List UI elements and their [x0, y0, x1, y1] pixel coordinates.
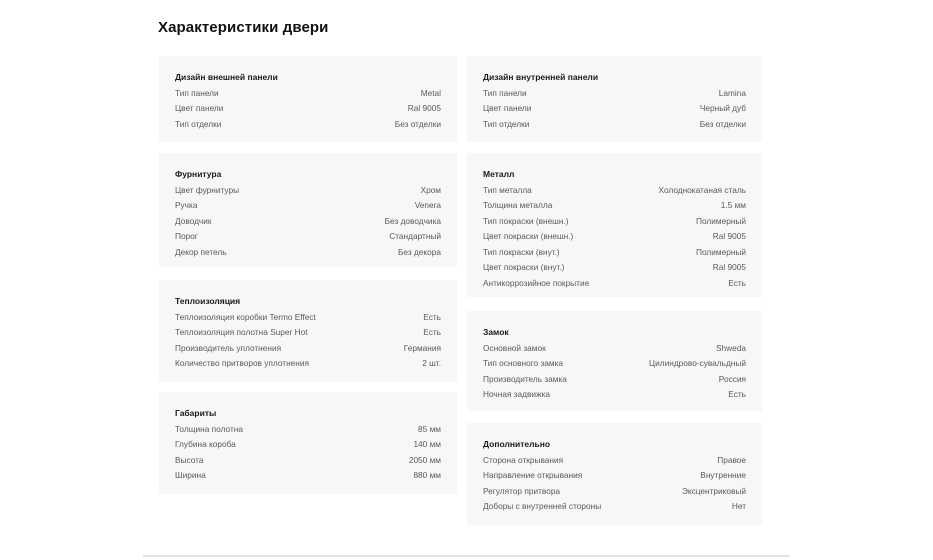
spec-label: Теплоизоляция коробки Termo Effect	[175, 311, 316, 322]
spec-value: Нет	[731, 501, 746, 512]
card-title: Теплоизоляция	[175, 296, 241, 306]
spec-row	[483, 198, 746, 214]
spec-label: Тип панели	[483, 87, 527, 98]
spec-card-dimensions	[159, 392, 457, 494]
spec-label: Цвет панели	[175, 103, 224, 114]
spec-label: Порог	[175, 231, 198, 242]
spec-value: Стандартный	[389, 231, 441, 242]
spec-label: Цвет покраски (внешн.)	[483, 231, 574, 242]
spec-card-metal	[467, 153, 762, 297]
bottom-divider	[143, 555, 790, 557]
spec-value: Есть	[728, 389, 746, 400]
spec-row	[175, 421, 441, 437]
spec-label: Направление открывания	[483, 470, 583, 481]
spec-row	[175, 85, 441, 101]
spec-label: Цвет покраски (внут.)	[483, 262, 565, 273]
spec-value: Полимерный	[696, 215, 746, 226]
spec-value: Ral 9005	[712, 262, 746, 273]
card-title: Габариты	[175, 408, 217, 418]
spec-value: 2 шт.	[422, 358, 441, 369]
spec-value: Правое	[717, 454, 746, 465]
spec-label: Декор петель	[175, 246, 227, 257]
spec-label: Теплоизоляция полотна Super Hot	[175, 327, 308, 338]
spec-value: Metal	[420, 87, 441, 98]
spec-value: Эксцентриковый	[681, 485, 746, 496]
spec-row	[175, 101, 441, 117]
spec-value: Хром	[420, 184, 441, 195]
spec-label: Основной замок	[483, 342, 546, 353]
spec-label: Доводчик	[175, 215, 212, 226]
spec-label: Толщина металла	[483, 200, 553, 211]
spec-row	[483, 182, 746, 198]
spec-label: Ручка	[175, 200, 198, 211]
spec-label: Регулятор притвора	[483, 485, 561, 496]
spec-value: Внутренние	[700, 470, 746, 481]
spec-value: Германия	[403, 342, 441, 353]
spec-label: Цвет фурнитуры	[175, 184, 240, 195]
spec-label: Тип покраски (внут.)	[483, 246, 560, 257]
spec-value: Без декора	[397, 246, 441, 257]
spec-label: Количество притворов уплотнения	[175, 358, 309, 369]
spec-value: Россия	[718, 373, 746, 384]
spec-value: Есть	[423, 311, 441, 322]
spec-value: 140 мм	[413, 439, 441, 450]
spec-card-fittings	[159, 153, 457, 267]
spec-row	[175, 437, 441, 453]
spec-row	[483, 468, 746, 484]
spec-value: Без отделки	[699, 118, 746, 129]
spec-label: Высота	[175, 454, 204, 465]
card-title: Дополнительно	[483, 439, 551, 449]
spec-row	[175, 229, 441, 245]
spec-label: Тип металла	[483, 184, 532, 195]
spec-value: Цилиндрово-сувальдный	[648, 358, 746, 369]
spec-row	[483, 275, 746, 291]
spec-row	[175, 309, 441, 325]
spec-value: Shweda	[716, 342, 746, 353]
spec-row	[483, 356, 746, 372]
card-title: Дизайн внешней панели	[175, 72, 278, 82]
card-title: Замок	[483, 327, 509, 337]
spec-value: Черный дуб	[699, 103, 746, 114]
spec-row	[483, 244, 746, 260]
spec-label: Ширина	[175, 470, 206, 481]
spec-row	[175, 213, 441, 229]
spec-value: 85 мм	[418, 423, 441, 434]
spec-label: Тип основного замка	[483, 358, 564, 369]
spec-row	[483, 101, 746, 117]
spec-row	[483, 116, 746, 132]
spec-row	[483, 340, 746, 356]
spec-label: Ночная задвижка	[483, 389, 551, 400]
spec-value: Venera	[414, 200, 441, 211]
spec-label: Тип панели	[175, 87, 219, 98]
card-title: Металл	[483, 169, 515, 179]
spec-row	[175, 182, 441, 198]
spec-value: Lamina	[718, 87, 746, 98]
spec-value: 880 мм	[413, 470, 441, 481]
spec-row	[175, 198, 441, 214]
spec-value: Без отделки	[394, 118, 441, 129]
spec-card-inner-panel	[467, 56, 762, 142]
spec-value: Ral 9005	[712, 231, 746, 242]
spec-label: Производитель уплотнения	[175, 342, 282, 353]
spec-value: Есть	[728, 277, 746, 288]
spec-value: 2050 мм	[408, 454, 441, 465]
spec-label: Тип отделки	[175, 118, 222, 129]
card-title: Дизайн внутренней панели	[483, 72, 599, 82]
spec-row	[483, 499, 746, 515]
spec-value: Есть	[423, 327, 441, 338]
spec-row	[483, 260, 746, 276]
spec-label: Цвет панели	[483, 103, 532, 114]
spec-row	[175, 356, 441, 372]
spec-label: Антикоррозийное покрытие	[483, 277, 590, 288]
spec-row	[483, 452, 746, 468]
spec-row	[483, 387, 746, 403]
card-title: Фурнитура	[175, 169, 222, 179]
spec-value: Ral 9005	[407, 103, 441, 114]
spec-label: Глубина короба	[175, 439, 236, 450]
spec-row	[483, 229, 746, 245]
spec-value: Холоднокатаная сталь	[658, 184, 746, 195]
spec-label: Сторона открывания	[483, 454, 564, 465]
spec-row	[483, 483, 746, 499]
spec-row	[175, 468, 441, 484]
spec-row	[175, 244, 441, 260]
spec-label: Тип отделки	[483, 118, 530, 129]
spec-row	[483, 213, 746, 229]
spec-label: Тип покраски (внешн.)	[483, 215, 569, 226]
spec-value: 1.5 мм	[720, 200, 746, 211]
spec-label: Производитель замка	[483, 373, 567, 384]
spec-card-insulation	[159, 280, 457, 382]
page-title: Характеристики двери	[158, 19, 329, 36]
spec-card-outer-panel	[159, 56, 457, 142]
spec-row	[175, 452, 441, 468]
spec-row	[175, 325, 441, 341]
spec-card-lock	[467, 311, 762, 411]
spec-row	[483, 371, 746, 387]
spec-row	[483, 85, 746, 101]
spec-label: Толщина полотна	[175, 423, 243, 434]
spec-card-extra	[467, 423, 762, 525]
spec-value: Полимерный	[696, 246, 746, 257]
spec-row	[175, 340, 441, 356]
spec-label: Доборы с внутренней стороны	[483, 501, 602, 512]
spec-value: Без доводчика	[384, 215, 441, 226]
spec-row	[175, 116, 441, 132]
